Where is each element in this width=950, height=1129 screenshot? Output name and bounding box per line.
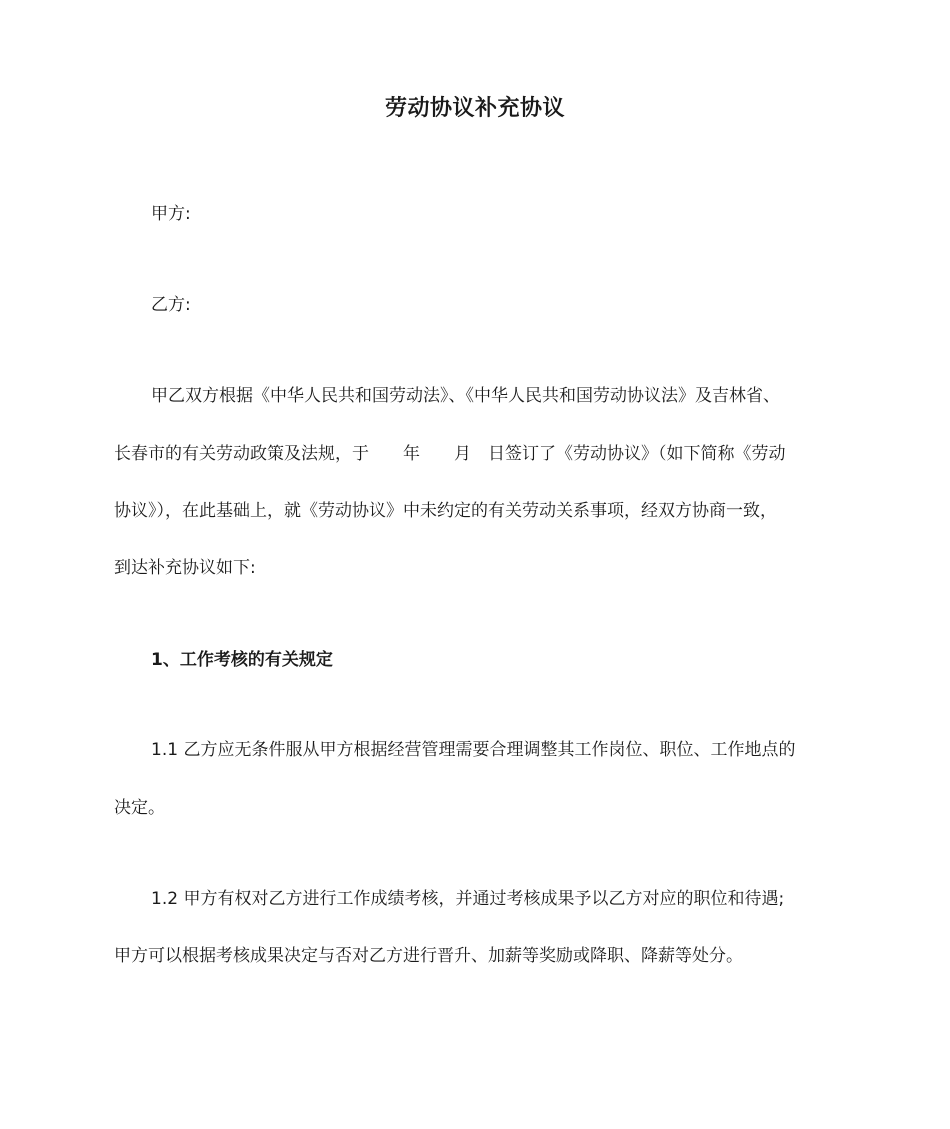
preamble-line-2: 长春市的有关劳动政策及法规，于 年 月 日签订了《劳动协议》（如下简称《劳动: [114, 444, 786, 464]
preamble-line-1: 甲乙双方根据《中华人民共和国劳动法》、《中华人民共和国劳动协议法》及吉林省、: [151, 386, 780, 406]
clause-1-1-line-1: 1.1 乙方应无条件服从甲方根据经营管理需要合理调整其工作岗位、职位、工作地点的: [151, 740, 796, 760]
clause-1-2-line-1: 1.2 甲方有权对乙方进行工作成绩考核，并通过考核成果予以乙方对应的职位和待遇;: [151, 889, 785, 909]
document-title: 劳动协议补充协议: [384, 96, 565, 121]
clause-1-2-line-2: 甲方可以根据考核成果决定与否对乙方进行晋升、加薪等奖励或降职、降薪等处分。: [114, 946, 743, 966]
preamble-line-4: 到达补充协议如下:: [114, 558, 256, 578]
party-b-label: 乙方:: [151, 295, 191, 315]
clause-1-1-line-2: 决定。: [114, 798, 165, 818]
section-1-heading: 1、工作考核的有关规定: [151, 650, 333, 670]
party-a-label: 甲方:: [151, 204, 191, 224]
preamble-line-3: 协议》），在此基础上，就《劳动协议》中未约定的有关劳动关系事项，经双方协商一致，: [114, 501, 777, 521]
